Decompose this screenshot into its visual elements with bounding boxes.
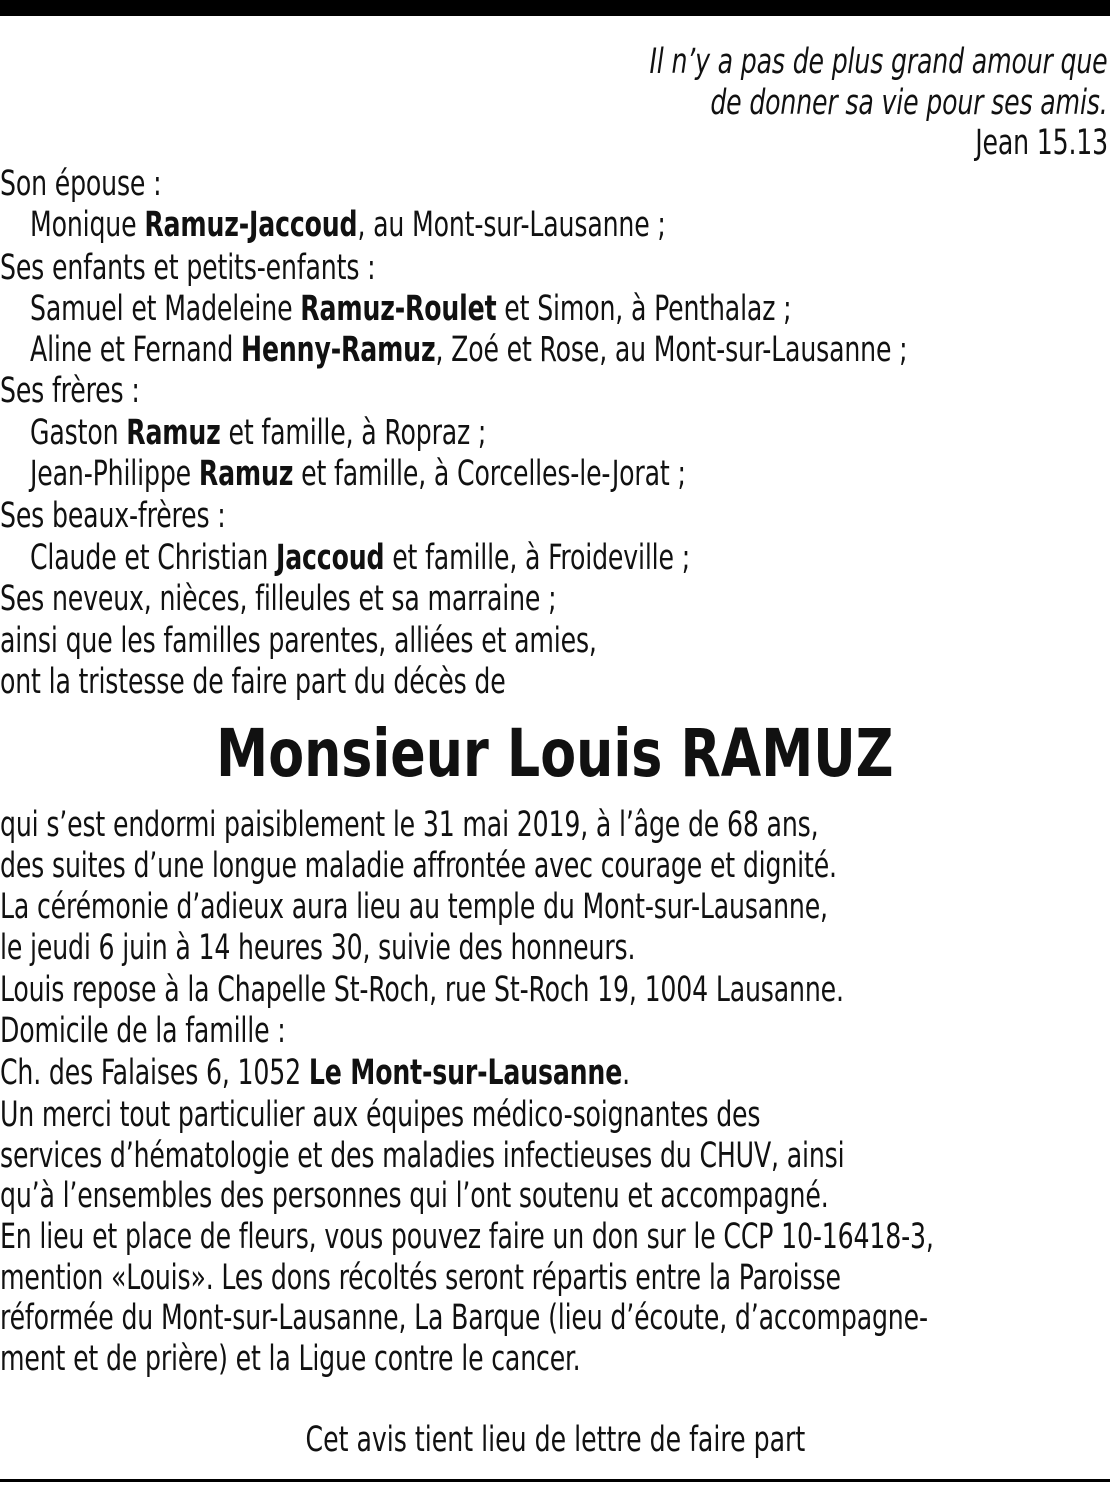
top-rule — [0, 0, 1110, 16]
address-street: Ch. des Falaises 6, 1052 — [0, 1053, 309, 1093]
inlaw1-first: Claude et Christian — [30, 538, 276, 578]
body-line-2: des suites d’une longue maladie affrontée avec courage et dignité. — [0, 846, 837, 886]
spouse-rest: , au Mont-sur-Lausanne ; — [357, 205, 666, 245]
child1-rest: et Simon, à Penthalaz ; — [496, 289, 792, 329]
brothers-heading: Ses frères : — [0, 371, 140, 411]
address-town: Le Mont-sur-Lausanne — [308, 1053, 623, 1093]
deceased-name — [0, 716, 1110, 792]
body-line-10: qu’à l’ensembles des personnes qui l’ont soutenu et accompagné. — [0, 1176, 829, 1216]
body-line-9: services d’hématologie et des maladies infectieuses du CHUV, ainsi — [0, 1136, 845, 1176]
child2-rest: , Zoé et Rose, au Mont-sur-Lausanne ; — [435, 330, 908, 370]
body-line-4: le jeudi 6 juin à 14 heures 30, suivie des honneurs. — [0, 928, 636, 968]
inlaw1-rest: et famille, à Froideville ; — [384, 538, 691, 578]
announce-line: ont la tristesse de faire part du décès de — [0, 662, 506, 702]
inlaw1-surname: Jaccoud — [275, 538, 385, 578]
epigraph-reference: Jean 15.13 — [975, 123, 1108, 163]
child-line-2 — [30, 330, 908, 370]
epigraph-line-1: Il n’y a pas de plus grand amour que — [649, 42, 1108, 82]
spouse-surname: Ramuz-Jaccoud — [144, 205, 358, 245]
address-end: . — [622, 1053, 630, 1093]
body-line-13: réformée du Mont-sur-Lausanne, La Barque (lieu d’écoute, d’accompagne- — [0, 1298, 928, 1338]
brother2-surname: Ramuz — [198, 454, 294, 494]
child2-first: Aline et Fernand — [30, 330, 242, 370]
address-line — [0, 1053, 630, 1093]
inlaws-heading: Ses beaux-frères : — [0, 496, 226, 536]
brother1-rest: et famille, à Ropraz ; — [220, 413, 487, 453]
footer-note-text: Cet avis tient lieu de lettre de faire part — [305, 1420, 805, 1460]
bottom-rule — [0, 1479, 1110, 1482]
body-line-11: En lieu et place de fleurs, vous pouvez faire un don sur le CCP 10-16418-3, — [0, 1217, 934, 1257]
epigraph-line-2: de donner sa vie pour ses amis. — [710, 83, 1108, 123]
child2-surname: Henny-Ramuz — [241, 330, 436, 370]
child1-surname: Ramuz-Roulet — [300, 289, 497, 329]
brother2-rest: et famille, à Corcelles-le-Jorat ; — [293, 454, 686, 494]
child-line-1 — [30, 289, 791, 329]
families-line: ainsi que les familles parentes, alliées et amies, — [0, 621, 597, 661]
inlaw-line-1 — [30, 538, 690, 578]
footer-note — [0, 1420, 1110, 1460]
brother2-first: Jean-Philippe — [30, 454, 199, 494]
body-line-6: Domicile de la famille : — [0, 1011, 286, 1051]
body-line-3: La cérémonie d’adieux aura lieu au temple du Mont-sur-Lausanne, — [0, 887, 828, 927]
brother-line-2 — [30, 454, 686, 494]
brother1-first: Gaston — [30, 413, 127, 453]
brother1-surname: Ramuz — [126, 413, 221, 453]
spouse-first: Monique — [30, 205, 145, 245]
children-heading: Ses enfants et petits-enfants : — [0, 248, 376, 288]
body-line-1: qui s’est endormi paisiblement le 31 mai 2019, à l’âge de 68 ans, — [0, 805, 819, 845]
brother-line-1 — [30, 413, 486, 453]
body-line-14: ment et de prière) et la Ligue contre le cancer. — [0, 1339, 581, 1379]
spouse-line — [30, 205, 666, 245]
spouse-heading: Son épouse : — [0, 164, 162, 204]
body-line-12: mention «Louis». Les dons récoltés seront répartis entre la Paroisse — [0, 1258, 841, 1298]
body-line-8: Un merci tout particulier aux équipes médico-soignantes des — [0, 1095, 761, 1135]
deceased-name-text: Monsieur Louis RAMUZ — [216, 715, 894, 792]
child1-first: Samuel et Madeleine — [30, 289, 301, 329]
body-line-5: Louis repose à la Chapelle St-Roch, rue St-Roch 19, 1004 Lausanne. — [0, 970, 844, 1010]
nephews-line: Ses neveux, nièces, filleules et sa marraine ; — [0, 579, 557, 619]
